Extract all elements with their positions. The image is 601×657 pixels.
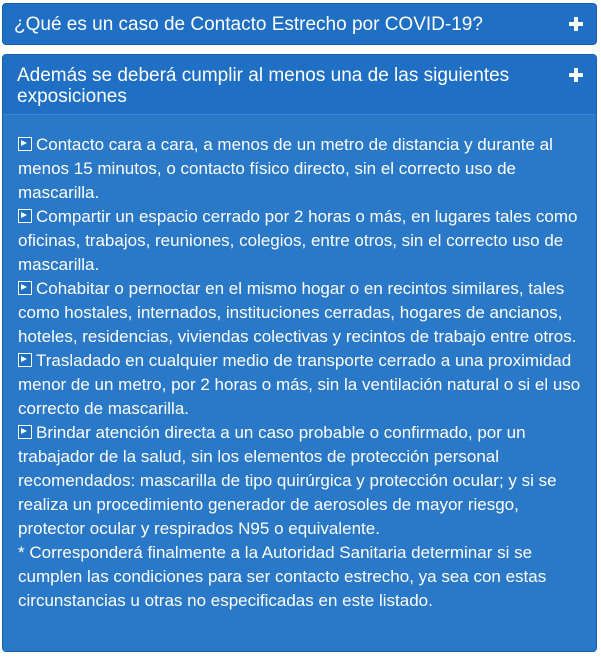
arrow-box-icon	[18, 281, 32, 295]
list-item	[18, 349, 582, 421]
footnote: * Corresponderá finalmente a la Autoridad Sanitaria determinar si se cumplen las condiciones para ser contacto estrecho, ya sea con estas circunstancias u otras no especificadas en este listado.	[18, 543, 547, 610]
arrow-box-icon	[18, 353, 32, 367]
list-item-text: Brindar atención directa a un caso probable o confirmado, por un trabajador de la salud, sin los elementos de protección personal recomendados: mascarilla de tipo quirúrgica y protección ocular; y si se realiza un procedimiento generador de aerosoles de mayor riesgo, protector ocular y respirados N95 o equivalente.	[18, 423, 557, 538]
list-item	[18, 205, 582, 277]
plus-icon[interactable]	[569, 68, 583, 82]
panel-title[interactable]: ¿Qué es un caso de Contacto Estrecho por COVID-19?	[14, 14, 483, 35]
arrow-box-icon	[18, 137, 32, 151]
list-item	[18, 421, 582, 541]
list-item	[18, 133, 582, 205]
arrow-box-icon	[18, 425, 32, 439]
plus-icon[interactable]	[569, 17, 583, 31]
list-item-text: Contacto cara a cara, a menos de un metro de distancia y durante al menos 15 minutos, o contacto físico directo, sin el correcto uso de mascarilla.	[18, 135, 553, 202]
panel-title[interactable]: Además se deberá cumplir al menos una de las siguientes exposiciones	[17, 65, 510, 107]
list-item-text: Compartir un espacio cerrado por 2 horas o más, en lugares tales como oficinas, trabajos, reuniones, colegios, entre otros, sin el correcto uso de mascarilla.	[18, 207, 578, 274]
list-item-text: Cohabitar o pernoctar en el mismo hogar o en recintos similares, tales como hostales, internados, instituciones cerradas, hogares de ancianos, hoteles, residencias, viviendas colectivas y recintos de trabajo entre otros.	[18, 279, 577, 346]
accordion-panel-covid-definition[interactable]	[2, 3, 597, 45]
list-item	[18, 277, 582, 349]
list-item-text: Trasladado en cualquier medio de transporte cerrado a una proximidad menor de un metro, por 2 horas o más, sin la ventilación natural o si el uso correcto de mascarilla.	[18, 351, 581, 418]
panel-header[interactable]	[3, 55, 596, 115]
panel-body	[3, 115, 596, 651]
accordion-panel-exposures	[2, 54, 597, 652]
arrow-box-icon	[18, 209, 32, 223]
